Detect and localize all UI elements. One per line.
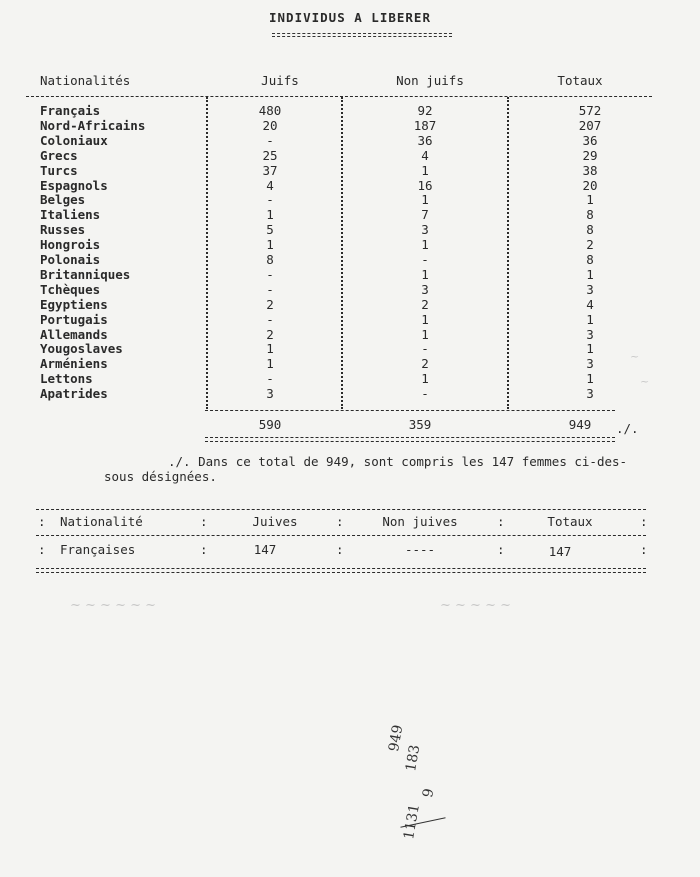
header-totaux: Totaux: [557, 73, 603, 88]
row-totaux: 3: [586, 386, 594, 402]
table2-bottom-rule: [36, 568, 646, 569]
row-totaux: 36: [582, 132, 598, 148]
total-juifs: 590: [258, 417, 282, 432]
totals-double-rule: [205, 437, 615, 438]
row-non-juifs: 92: [417, 103, 433, 118]
row-juifs: 1: [266, 207, 274, 223]
row-non-juifs: 187: [413, 117, 437, 133]
bleed-through-mark: ~ ~ ~ ~ ~ ~: [70, 598, 157, 613]
row-non-juifs: 2: [421, 296, 429, 312]
table2-colon: :: [640, 514, 648, 529]
row-totaux: 3: [586, 281, 594, 297]
row-nationality: Turcs: [40, 162, 78, 178]
row-totaux: 8: [586, 222, 594, 238]
row-non-juifs: -: [421, 341, 429, 357]
row-totaux: 3: [586, 326, 594, 342]
handwritten-9: 9: [420, 787, 438, 799]
table2-colon: :: [38, 542, 46, 557]
row-totaux: 1: [586, 341, 594, 357]
row-juifs: 3: [266, 386, 274, 402]
handwritten-183: 183: [403, 743, 424, 773]
row-nationality: Nord-Africains: [40, 117, 146, 133]
row-nationality: Allemands: [40, 326, 108, 342]
row-non-juifs: 7: [421, 207, 429, 223]
table2-header-rule: [36, 535, 646, 536]
row-non-juifs: 2: [421, 356, 429, 372]
row-juifs: 8: [266, 252, 274, 267]
row-nationality: Apatrides: [40, 386, 108, 402]
note-line-1: ./. Dans ce total de 949, sont compris les 147 femmes ci-des-: [168, 454, 628, 469]
row-totaux: 1: [586, 266, 594, 282]
table2-cell-nationalite: Françaises: [60, 542, 136, 557]
row-nationality: Portugais: [40, 311, 108, 327]
row-non-juifs: 1: [421, 237, 429, 253]
header-nationalites: Nationalités: [40, 73, 131, 88]
row-nationality: Espagnols: [40, 177, 108, 193]
row-non-juifs: -: [421, 386, 429, 402]
row-nationality: Egyptiens: [40, 296, 108, 312]
row-totaux: 572: [578, 103, 602, 118]
row-totaux: 2: [586, 237, 594, 253]
totals-double-rule-2: [205, 441, 615, 442]
bleed-through-mark: ~ ~ ~ ~ ~: [440, 598, 511, 613]
row-totaux: 3: [586, 356, 594, 372]
row-juifs: 480: [258, 103, 282, 118]
column-separator: [206, 97, 208, 409]
row-juifs: -: [266, 371, 274, 387]
row-juifs: -: [266, 132, 274, 148]
total-totaux: 949: [568, 417, 592, 432]
table2-colon: :: [497, 514, 505, 529]
row-nationality: Français: [40, 103, 101, 118]
table2-cell-juives: 147: [253, 542, 277, 557]
row-nationality: Grecs: [40, 147, 78, 163]
row-juifs: 1: [266, 356, 274, 372]
row-juifs: -: [266, 311, 274, 327]
table2-colon: :: [336, 542, 344, 557]
table2-header-juives: Juives: [252, 514, 298, 529]
row-totaux: 8: [586, 252, 594, 267]
total-footnote-mark: ./.: [616, 421, 639, 436]
row-totaux: 1: [586, 311, 594, 327]
table2-colon: :: [640, 542, 648, 557]
row-non-juifs: 4: [421, 147, 429, 163]
row-nationality: Tchèques: [40, 281, 101, 297]
title-underline: [272, 33, 452, 34]
table2-colon: :: [200, 514, 208, 529]
row-juifs: 2: [266, 296, 274, 312]
row-nationality: Polonais: [40, 252, 101, 267]
row-nationality: Russes: [40, 222, 86, 238]
row-non-juifs: 1: [421, 162, 429, 178]
row-juifs: -: [266, 192, 274, 208]
row-juifs: 37: [262, 162, 278, 178]
row-juifs: -: [266, 281, 274, 297]
header-juifs: Juifs: [261, 73, 299, 88]
table2-top-rule: [36, 509, 646, 510]
row-totaux: 38: [582, 162, 598, 178]
note-line-2: sous désignées.: [104, 469, 217, 484]
table2-colon: :: [38, 514, 46, 529]
table2-header-nationalite: Nationalité: [60, 514, 143, 529]
column-separator: [341, 97, 343, 409]
handwritten-949: 949: [386, 723, 407, 753]
row-totaux: 4: [586, 296, 594, 312]
row-totaux: 1: [586, 371, 594, 387]
row-juifs: 20: [262, 117, 278, 133]
row-nationality: Hongrois: [40, 237, 101, 253]
bleed-through-mark: ~: [640, 375, 650, 388]
table1-header-rule: [26, 96, 652, 97]
row-non-juifs: 3: [421, 281, 429, 297]
column-separator: [507, 97, 509, 409]
row-juifs: -: [266, 266, 274, 282]
row-totaux: 207: [578, 117, 602, 133]
row-juifs: 1: [266, 341, 274, 357]
row-juifs: 25: [262, 147, 278, 163]
row-non-juifs: 1: [421, 311, 429, 327]
row-totaux: 20: [582, 177, 598, 193]
row-non-juifs: 1: [421, 326, 429, 342]
row-non-juifs: 1: [421, 192, 429, 208]
row-juifs: 1: [266, 237, 274, 253]
row-non-juifs: 1: [421, 266, 429, 282]
row-juifs: 2: [266, 326, 274, 342]
row-non-juifs: 36: [417, 132, 433, 148]
table2-header-totaux: Totaux: [547, 514, 593, 529]
table2-cell-totaux: 147: [548, 544, 572, 559]
row-nationality: Coloniaux: [40, 132, 108, 148]
row-nationality: Lettons: [40, 371, 93, 387]
table2-colon: :: [497, 542, 505, 557]
row-totaux: 8: [586, 207, 594, 223]
handwritten-1131: 1131: [401, 802, 423, 841]
totals-rule: [205, 410, 615, 411]
row-nationality: Yougoslaves: [40, 341, 123, 357]
row-nationality: Italiens: [40, 207, 101, 223]
row-nationality: Britanniques: [40, 266, 131, 282]
document-title: INDIVIDUS A LIBERER: [269, 10, 431, 25]
row-juifs: 4: [266, 177, 274, 193]
row-nationality: Belges: [40, 192, 86, 208]
total-non-juifs: 359: [408, 417, 432, 432]
table2-header-non-juives: Non juives: [382, 514, 458, 529]
table2-colon: :: [200, 542, 208, 557]
row-nationality: Arméniens: [40, 356, 108, 372]
row-totaux: 1: [586, 192, 594, 208]
header-non-juifs: Non juifs: [396, 73, 464, 88]
row-totaux: 29: [582, 147, 598, 163]
table2-cell-non-juives: ----: [404, 542, 436, 557]
bleed-through-mark: ~: [630, 350, 640, 363]
row-non-juifs: 3: [421, 222, 429, 238]
row-juifs: 5: [266, 222, 274, 238]
title-underline-2: [272, 36, 452, 37]
row-non-juifs: -: [421, 252, 429, 267]
table2-colon: :: [336, 514, 344, 529]
row-non-juifs: 16: [417, 177, 433, 193]
table2-bottom-rule-2: [36, 572, 646, 573]
row-non-juifs: 1: [421, 371, 429, 387]
